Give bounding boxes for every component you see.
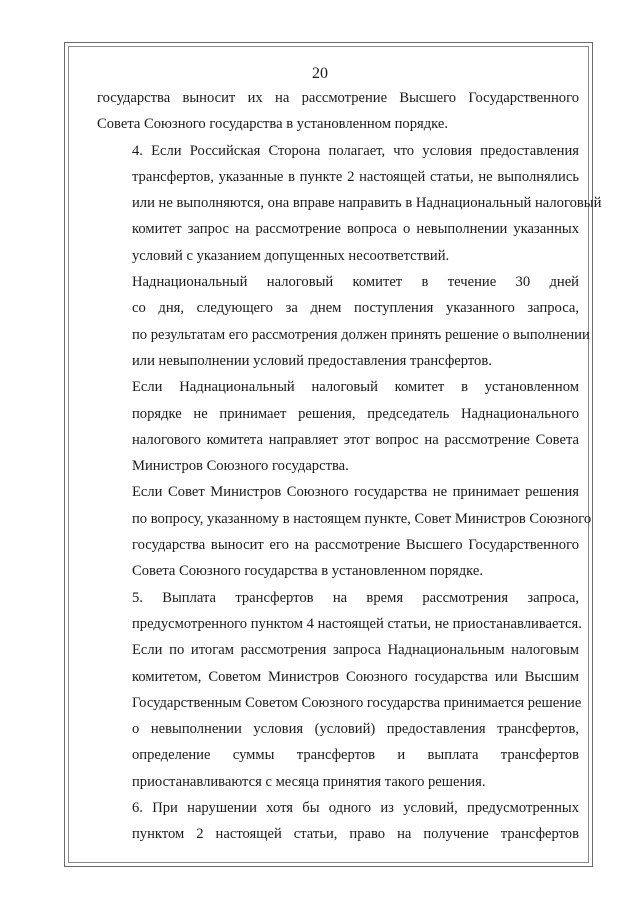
text-line: Если Наднациональный налоговый комитет в установленном <box>132 379 579 396</box>
text-line: 6. При нарушении хотя бы одного из условий, предусмотренных <box>132 800 579 817</box>
text-line: приостанавливаются с месяца принятия такого решения. <box>132 773 486 790</box>
text-line: комитетом, Советом Министров Союзного государства или Высшим <box>132 668 579 685</box>
text-line: комитет запрос на рассмотрение вопроса о невыполнении указанных <box>132 221 579 238</box>
text-line: Если по итогам рассмотрения запроса Наднациональным налоговым <box>132 642 579 659</box>
paragraph <box>97 795 579 848</box>
paragraph <box>97 85 579 138</box>
paragraph <box>97 585 582 638</box>
text-line: Если Совет Министров Союзного государства не принимает решения <box>132 484 579 501</box>
text-line: 4. Если Российская Сторона полагает, что условия предоставления <box>132 142 579 159</box>
text-line: государства выносит его на рассмотрение Высшего Государственного <box>132 537 579 554</box>
text-line: по результатам его рассмотрения должен принять решение о выполнении <box>132 326 590 343</box>
text-line: Министров Союзного государства. <box>132 458 349 475</box>
text-line: Совета Союзного государства в установленном порядке. <box>132 563 484 580</box>
text-line: со дня, следующего за днем поступления указанного запроса, <box>132 300 579 317</box>
paragraph <box>97 374 579 479</box>
text-line: Наднациональный налоговый комитет в течение 30 дней <box>132 274 579 291</box>
text-line: Государственным Советом Союзного государства принимается решение <box>132 694 582 711</box>
text-line: Совета Союзного государства в установленном порядке. <box>97 116 449 133</box>
text-line: определение суммы трансфертов и выплата трансфертов <box>132 747 579 764</box>
text-line: или невыполнении условий предоставления трансфертов. <box>132 352 492 369</box>
paragraph <box>97 269 590 374</box>
document-body <box>97 85 602 848</box>
text-line: условий с указанием допущенных несоответствий. <box>132 247 450 264</box>
text-line: налогового комитета направляет этот вопрос на рассмотрение Совета <box>132 431 579 448</box>
text-line: 5. Выплата трансфертов на время рассмотрения запроса, <box>132 589 579 606</box>
text-line: о невыполнении условия (условий) предоставления трансфертов, <box>132 721 579 738</box>
text-line: пунктом 2 настоящей статьи, право на получение трансфертов <box>132 826 579 843</box>
text-line: трансфертов, указанные в пункте 2 настоящей статьи, не выполнялись <box>132 168 579 185</box>
text-line: предусмотренного пунктом 4 настоящей статьи, не приостанавливается. <box>132 615 582 632</box>
paragraph <box>97 637 582 795</box>
text-line: по вопросу, указанному в настоящем пункте, Совет Министров Союзного <box>132 510 592 527</box>
text-line: или не выполняются, она вправе направить в Наднациональный налоговый <box>132 195 602 212</box>
text-line: государства выносит их на рассмотрение Высшего Государственного <box>97 90 579 106</box>
page-number: 20 <box>312 65 328 82</box>
paragraph <box>97 138 602 269</box>
paragraph <box>97 479 592 584</box>
text-line: порядке не принимает решения, председатель Наднационального <box>132 405 579 422</box>
